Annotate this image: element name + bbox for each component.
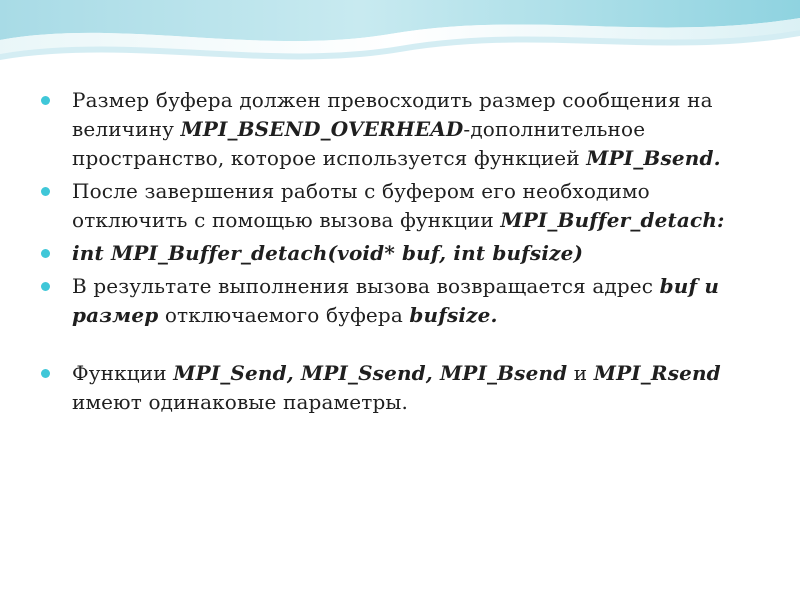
bullet-text-part: MPI_Buffer_detach: — [500, 208, 725, 232]
bullet-text-part: В результате выполнения вызова возвращается адрес — [72, 274, 660, 298]
bullet-dot-icon — [41, 282, 50, 291]
bullet-text-part: buf и размер — [72, 274, 720, 327]
bullet-text-part: -дополнительное пространство, которое используется функцией — [72, 117, 646, 170]
bullet-dot-icon — [41, 249, 50, 258]
bullet-dot-icon — [41, 96, 50, 105]
bullet-text-part: MPI_Send, MPI_Ssend, MPI_Bsend — [173, 361, 568, 385]
bullet-text-part: имеют одинаковые параметры. — [72, 390, 408, 414]
bullet-list — [41, 86, 761, 417]
bullet-item-functions — [41, 359, 761, 417]
bullet-text-part: Функции — [72, 361, 174, 385]
bullet-item-buffer-size — [41, 86, 761, 173]
bullet-item-result — [41, 272, 761, 330]
bullet-text-part: int MPI_Buffer_detach(void* buf, int bufsize) — [72, 241, 584, 265]
bullet-text-part: MPI_Bsend. — [586, 146, 721, 170]
bullet-dot-icon — [41, 369, 50, 378]
bullet-text-part: bufsize. — [409, 303, 498, 327]
bullet-dot-icon — [41, 187, 50, 196]
bullet-text-part: отключаемого буфера — [158, 303, 410, 327]
bullet-text-part: После завершения работы с буфером его необходимо отключить с помощью вызова функции — [72, 179, 650, 232]
bullet-item-detach — [41, 177, 761, 235]
bullet-text-part: MPI_BSEND_OVERHEAD — [180, 117, 464, 141]
bullet-text-part: MPI_Rsend — [593, 361, 721, 385]
bullet-text-part: Размер буфера должен превосходить размер сообщения на величину — [72, 88, 713, 141]
bullet-text-part: и — [567, 361, 594, 385]
header-wave-decoration — [0, 0, 800, 80]
bullet-item-detach-signature — [41, 239, 761, 268]
